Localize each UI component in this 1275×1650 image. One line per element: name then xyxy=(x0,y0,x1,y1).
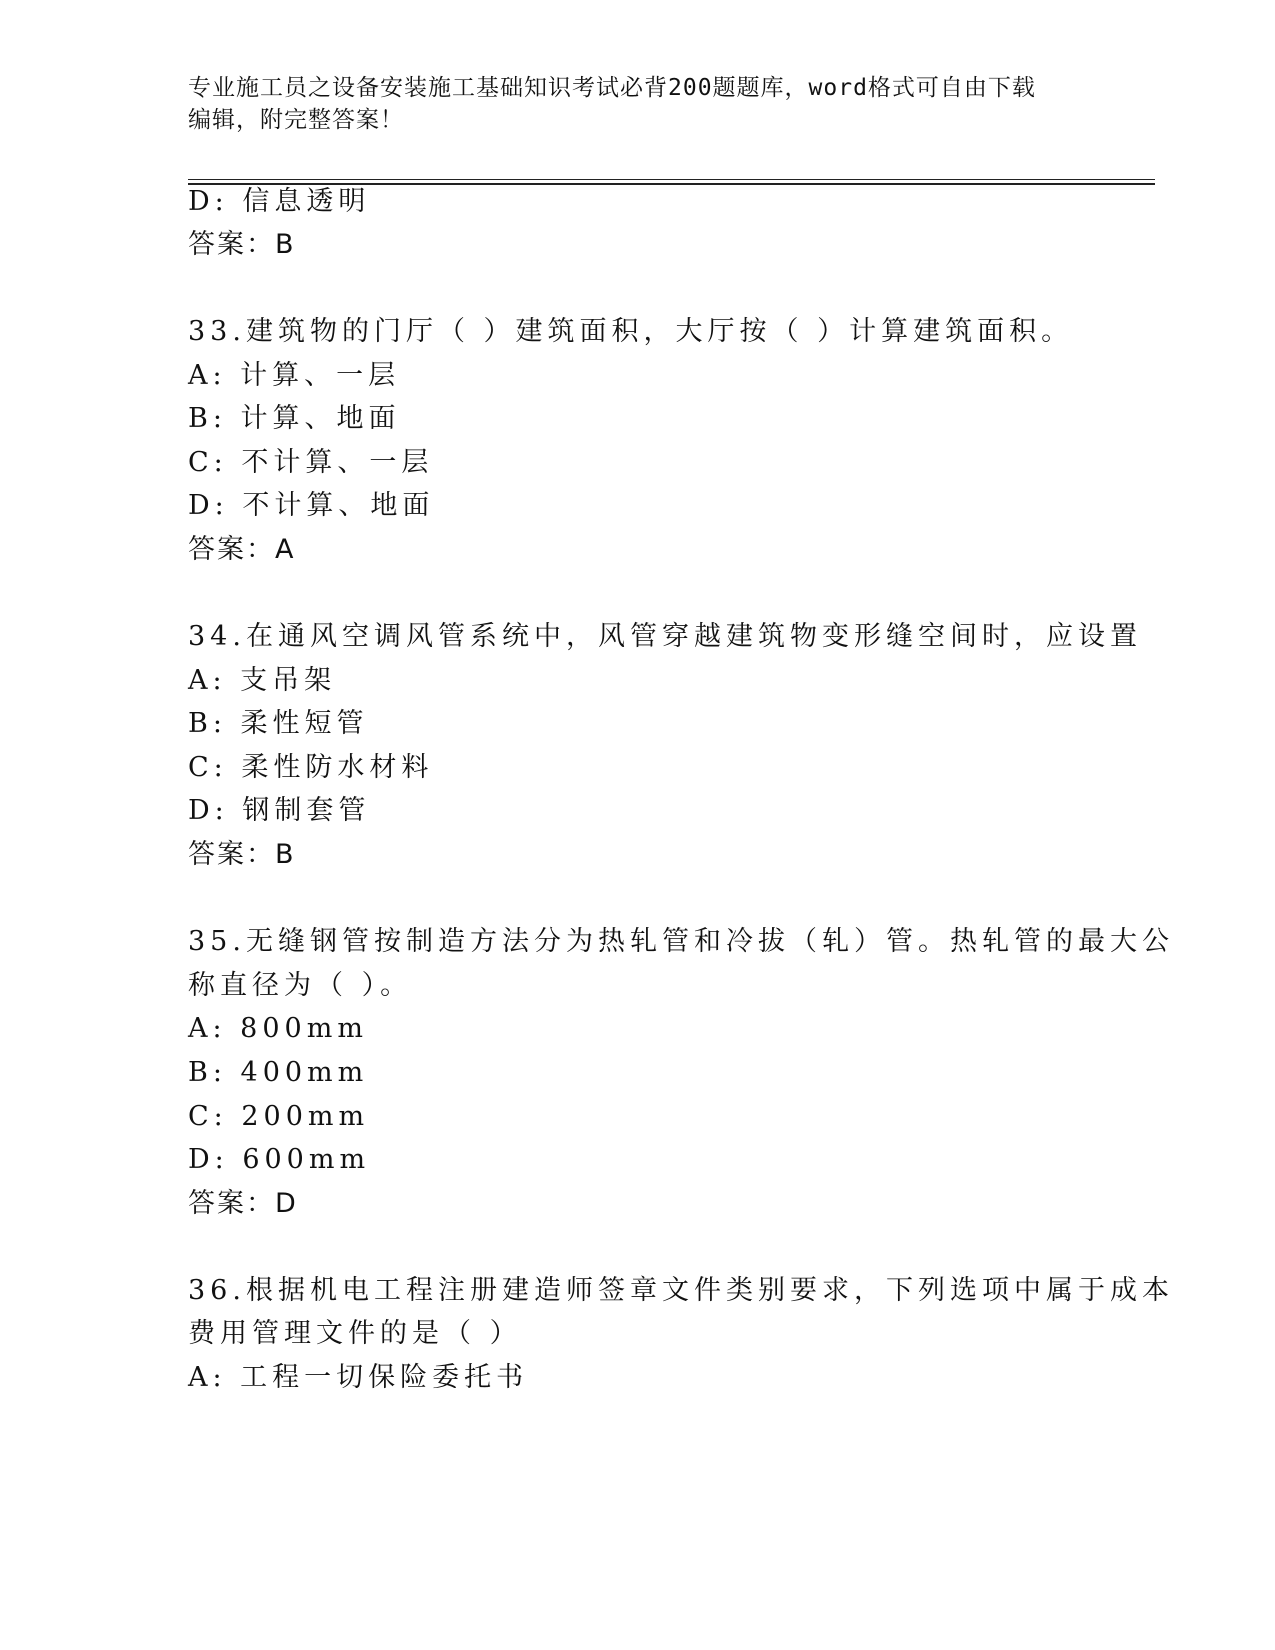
q34-option-a: A: 支吊架 xyxy=(188,665,337,696)
header-title-line1: 专业施工员之设备安装施工基础知识考试必背200题题库，word格式可自由下载 xyxy=(188,75,1036,101)
document-header xyxy=(188,72,1088,136)
q33-option-b: B: 计算、地面 xyxy=(188,403,401,434)
q33-option-a: A: 计算、一层 xyxy=(188,360,401,391)
q35-option-d: D: 600mm xyxy=(188,1144,371,1175)
q34-option-d: D: 钢制套管 xyxy=(188,795,371,826)
q33-option-c: C: 不计算、一层 xyxy=(188,447,434,478)
header-divider-thin xyxy=(188,179,1155,180)
q35-stem-line1: 35.无缝钢管按制造方法分为热轧管和冷拔（轧）管。热轧管的最大公 xyxy=(188,926,1174,957)
q35-option-b: B: 400mm xyxy=(188,1057,369,1088)
q34-answer: 答案：B xyxy=(188,839,296,870)
q34-stem: 34.在通风空调风管系统中，风管穿越建筑物变形缝空间时，应设置 xyxy=(188,621,1142,652)
prev-option-d: D: 信息透明 xyxy=(188,186,371,217)
q33-stem: 33.建筑物的门厅（ ）建筑面积，大厅按（ ）计算建筑面积。 xyxy=(188,316,1074,347)
header-title-line2: 编辑，附完整答案！ xyxy=(188,107,404,133)
q34-option-b: B: 柔性短管 xyxy=(188,708,369,739)
q34-option-c: C: 柔性防水材料 xyxy=(188,752,434,783)
q36-option-a: A: 工程一切保险委托书 xyxy=(188,1362,529,1393)
q35-option-a: A: 800mm xyxy=(188,1013,368,1044)
q35-answer: 答案：D xyxy=(188,1188,298,1219)
q33-option-d: D: 不计算、地面 xyxy=(188,490,435,521)
q35-option-c: C: 200mm xyxy=(188,1101,370,1132)
prev-answer: 答案：B xyxy=(188,229,296,260)
q35-stem-line2: 称直径为（ ）。 xyxy=(188,970,413,1001)
q33-answer: 答案：A xyxy=(188,534,296,565)
q36-stem-line1: 36.根据机电工程注册建造师签章文件类别要求，下列选项中属于成本 xyxy=(188,1275,1174,1306)
q36-stem-line2: 费用管理文件的是（ ） xyxy=(188,1318,522,1349)
